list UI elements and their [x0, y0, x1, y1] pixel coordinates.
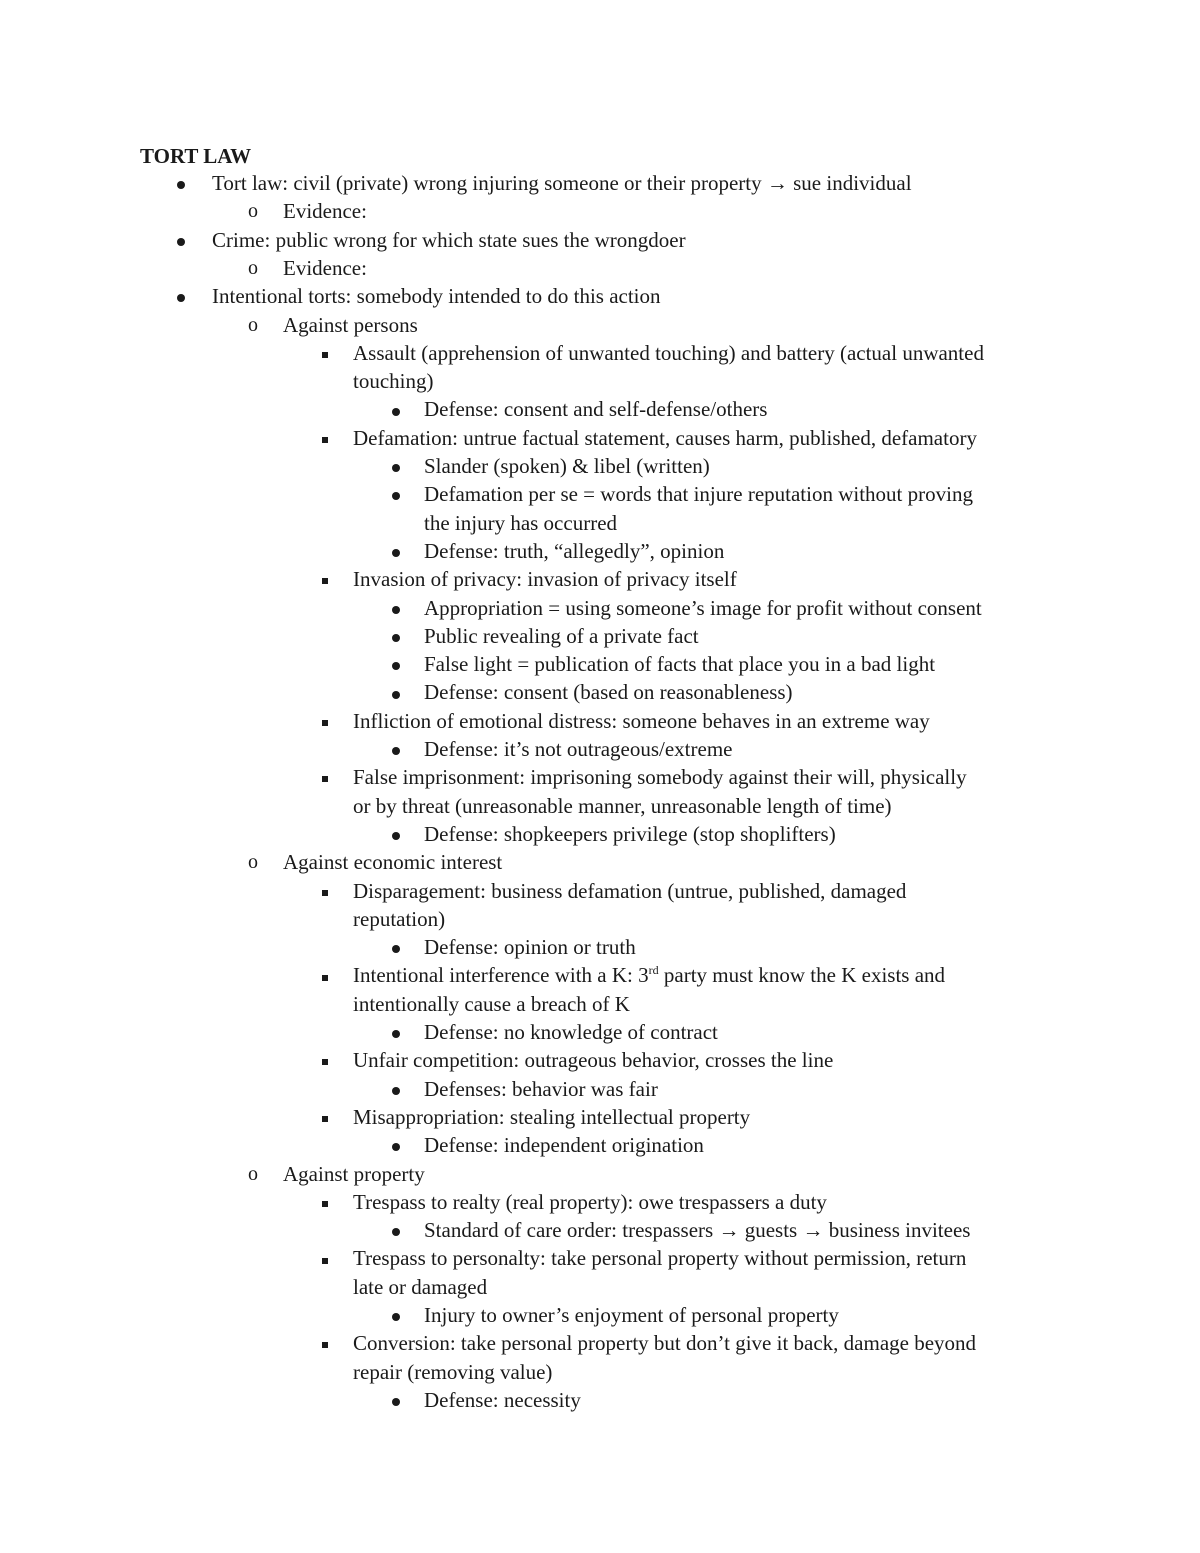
- list-item-text: Tort law: civil (private) wrong injuring someone or their property → sue individual: [212, 171, 912, 195]
- list-item-text: Injury to owner’s enjoyment of personal property: [424, 1303, 839, 1327]
- list-item: [353, 565, 737, 593]
- list-item: [424, 480, 973, 508]
- list-item-text: False light = publication of facts that place you in a bad light: [424, 652, 936, 677]
- list-item-text-continued: party must know the K exists and: [658, 963, 946, 988]
- list-item-text: Defense: no knowledge of contract: [424, 1020, 718, 1044]
- list-item: [424, 1301, 839, 1329]
- bullet-circle-icon: o: [248, 200, 258, 223]
- list-item-text: Defenses: behavior was fair: [424, 1076, 658, 1101]
- bullet-disc-icon: [389, 1075, 403, 1103]
- list-item: [424, 1075, 658, 1103]
- list-item-text: Defense: opinion or truth: [424, 935, 636, 960]
- list-item: [424, 622, 699, 650]
- bullet-disc-icon: [389, 820, 403, 848]
- bullet-square-icon: [318, 877, 332, 905]
- list-item-text: the injury has occurred: [424, 510, 618, 535]
- list-item: [424, 820, 836, 848]
- bullet-disc-icon: [174, 169, 188, 197]
- list-item: [353, 1188, 827, 1216]
- list-item-text: intentionally cause a breach of K: [353, 991, 630, 1016]
- list-item: [353, 339, 984, 367]
- list-item-text: reputation): [353, 906, 446, 931]
- list-item: [424, 537, 724, 565]
- bullet-square-icon: [318, 1103, 332, 1131]
- list-item-text: Invasion of privacy: invasion of privacy itself: [353, 567, 737, 592]
- list-item-continuation: [424, 509, 617, 537]
- list-item-text: Defense: consent and self-defense/others: [424, 397, 768, 422]
- bullet-disc-icon: [389, 594, 403, 622]
- list-item-text: Against property: [283, 1161, 425, 1186]
- bullet-disc-icon: [389, 933, 403, 961]
- list-item: [283, 197, 367, 225]
- bullet-disc-icon: [389, 452, 403, 480]
- list-item: [424, 1018, 718, 1046]
- list-item-text: Appropriation = using someone’s image for profit without consent: [424, 595, 982, 620]
- list-item: [424, 735, 733, 763]
- list-item-text: Defense: truth, “allegedly”, opinion: [424, 538, 725, 563]
- bullet-circle-icon: o: [248, 1162, 258, 1185]
- list-item: [353, 763, 967, 791]
- list-item-text: repair (removing value): [353, 1359, 553, 1384]
- bullet-disc-icon: [174, 282, 188, 310]
- list-item-text: Trespass to realty (real property): owe trespassers a duty: [353, 1189, 827, 1214]
- list-item: [424, 1386, 581, 1414]
- bullet-circle-icon: o: [248, 313, 258, 336]
- bullet-disc-icon: [389, 480, 403, 508]
- bullet-disc-icon: [389, 537, 403, 565]
- bullet-disc-icon: [389, 1018, 403, 1046]
- list-item: [424, 678, 793, 706]
- list-item: [424, 594, 982, 622]
- bullet-square-icon: [318, 339, 332, 367]
- bullet-square-icon: [318, 1188, 332, 1216]
- bullet-square-icon: [318, 763, 332, 791]
- bullet-circle-icon: o: [248, 851, 258, 874]
- list-item: [353, 707, 930, 735]
- bullet-disc-icon: [389, 622, 403, 650]
- list-item-text: Intentional torts: somebody intended to do this action: [212, 284, 661, 309]
- list-item-text: Crime: public wrong for which state sues the wrongdoer: [212, 227, 686, 252]
- bullet-disc-icon: [389, 735, 403, 763]
- list-item: [283, 311, 418, 339]
- list-item-continuation: [353, 367, 433, 395]
- bullet-disc-icon: [389, 1301, 403, 1329]
- list-item-text: Defense: shopkeepers privilege (stop shoplifters): [424, 821, 836, 846]
- list-item: [424, 1216, 970, 1244]
- list-item: [283, 848, 502, 876]
- list-item: [353, 424, 977, 452]
- list-item-text: Conversion: take personal property but don’t give it back, damage beyond: [353, 1331, 977, 1356]
- list-item-text: late or damaged: [353, 1274, 488, 1299]
- list-item-continuation: [353, 905, 445, 933]
- ordinal-superscript: rd: [648, 963, 659, 978]
- list-item: [353, 877, 906, 905]
- list-item-text: Misappropriation: stealing intellectual property: [353, 1104, 751, 1129]
- list-item: [212, 169, 912, 197]
- list-item-continuation: [353, 1273, 487, 1301]
- bullet-square-icon: [318, 1244, 332, 1272]
- list-item-text: Against economic interest: [283, 850, 503, 875]
- list-item-text: Defamation per se = words that injure reputation without proving: [424, 482, 973, 507]
- list-item-text: False imprisonment: imprisoning somebody against their will, physically: [353, 765, 967, 790]
- list-item-text: Defense: necessity: [424, 1387, 581, 1412]
- bullet-disc-icon: [389, 1386, 403, 1414]
- bullet-square-icon: [318, 707, 332, 735]
- bullet-square-icon: [318, 1046, 332, 1074]
- list-item-text: Defense: it’s not outrageous/extreme: [424, 737, 733, 761]
- list-item-text: Disparagement: business defamation (untrue, published, damaged: [353, 878, 907, 903]
- list-item: [424, 395, 767, 423]
- list-item-text: Infliction of emotional distress: someone behaves in an extreme way: [353, 708, 930, 733]
- bullet-square-icon: [318, 1329, 332, 1357]
- list-item-text: Intentional interference with a K: 3: [353, 963, 649, 988]
- list-item-text: Assault (apprehension of unwanted touching) and battery (actual unwanted: [353, 340, 984, 365]
- list-item-text: Public revealing of a private fact: [424, 623, 699, 648]
- list-item-text: touching): [353, 369, 434, 394]
- list-item: [212, 226, 686, 254]
- bullet-circle-icon: o: [248, 256, 258, 279]
- list-item: [424, 1131, 704, 1159]
- bullet-disc-icon: [389, 678, 403, 706]
- bullet-square-icon: [318, 565, 332, 593]
- list-item-text: Defense: independent origination: [424, 1133, 704, 1158]
- list-item: [424, 650, 935, 678]
- list-item-text: Standard of care order: trespassers → guests → business invitees: [424, 1218, 971, 1243]
- list-item-text: Evidence:: [283, 199, 367, 224]
- list-item: [283, 254, 367, 282]
- list-item: [424, 933, 636, 961]
- list-item-text: Slander (spoken) & libel (written): [424, 454, 710, 478]
- list-item: [283, 1160, 425, 1188]
- list-item-text: Against persons: [283, 312, 418, 337]
- list-item-text: Unfair competition: outrageous behavior, crosses the line: [353, 1048, 834, 1073]
- list-item: [353, 1244, 966, 1272]
- bullet-disc-icon: [389, 650, 403, 678]
- bullet-disc-icon: [389, 395, 403, 423]
- bullet-disc-icon: [389, 1216, 403, 1244]
- list-item: [353, 1046, 833, 1074]
- list-item: [212, 282, 661, 310]
- list-item: [424, 452, 710, 480]
- bullet-disc-icon: [174, 226, 188, 254]
- list-item-continuation: [353, 792, 892, 820]
- page-title: TORT LAW: [140, 144, 252, 168]
- bullet-square-icon: [318, 961, 332, 989]
- list-item-continuation: [353, 990, 630, 1018]
- bullet-disc-icon: [389, 1131, 403, 1159]
- list-item-text: or by threat (unreasonable manner, unreasonable length of time): [353, 793, 892, 818]
- list-item: [353, 1103, 750, 1131]
- list-item: [353, 1329, 976, 1357]
- bullet-square-icon: [318, 424, 332, 452]
- list-item-continuation: [353, 1358, 552, 1386]
- list-item-text: Defamation: untrue factual statement, causes harm, published, defamatory: [353, 425, 977, 450]
- list-item: [353, 961, 945, 989]
- list-item-text: Evidence:: [283, 255, 367, 280]
- list-item-text: Defense: consent (based on reasonableness): [424, 680, 793, 705]
- list-item-text: Trespass to personalty: take personal property without permission, return: [353, 1246, 967, 1271]
